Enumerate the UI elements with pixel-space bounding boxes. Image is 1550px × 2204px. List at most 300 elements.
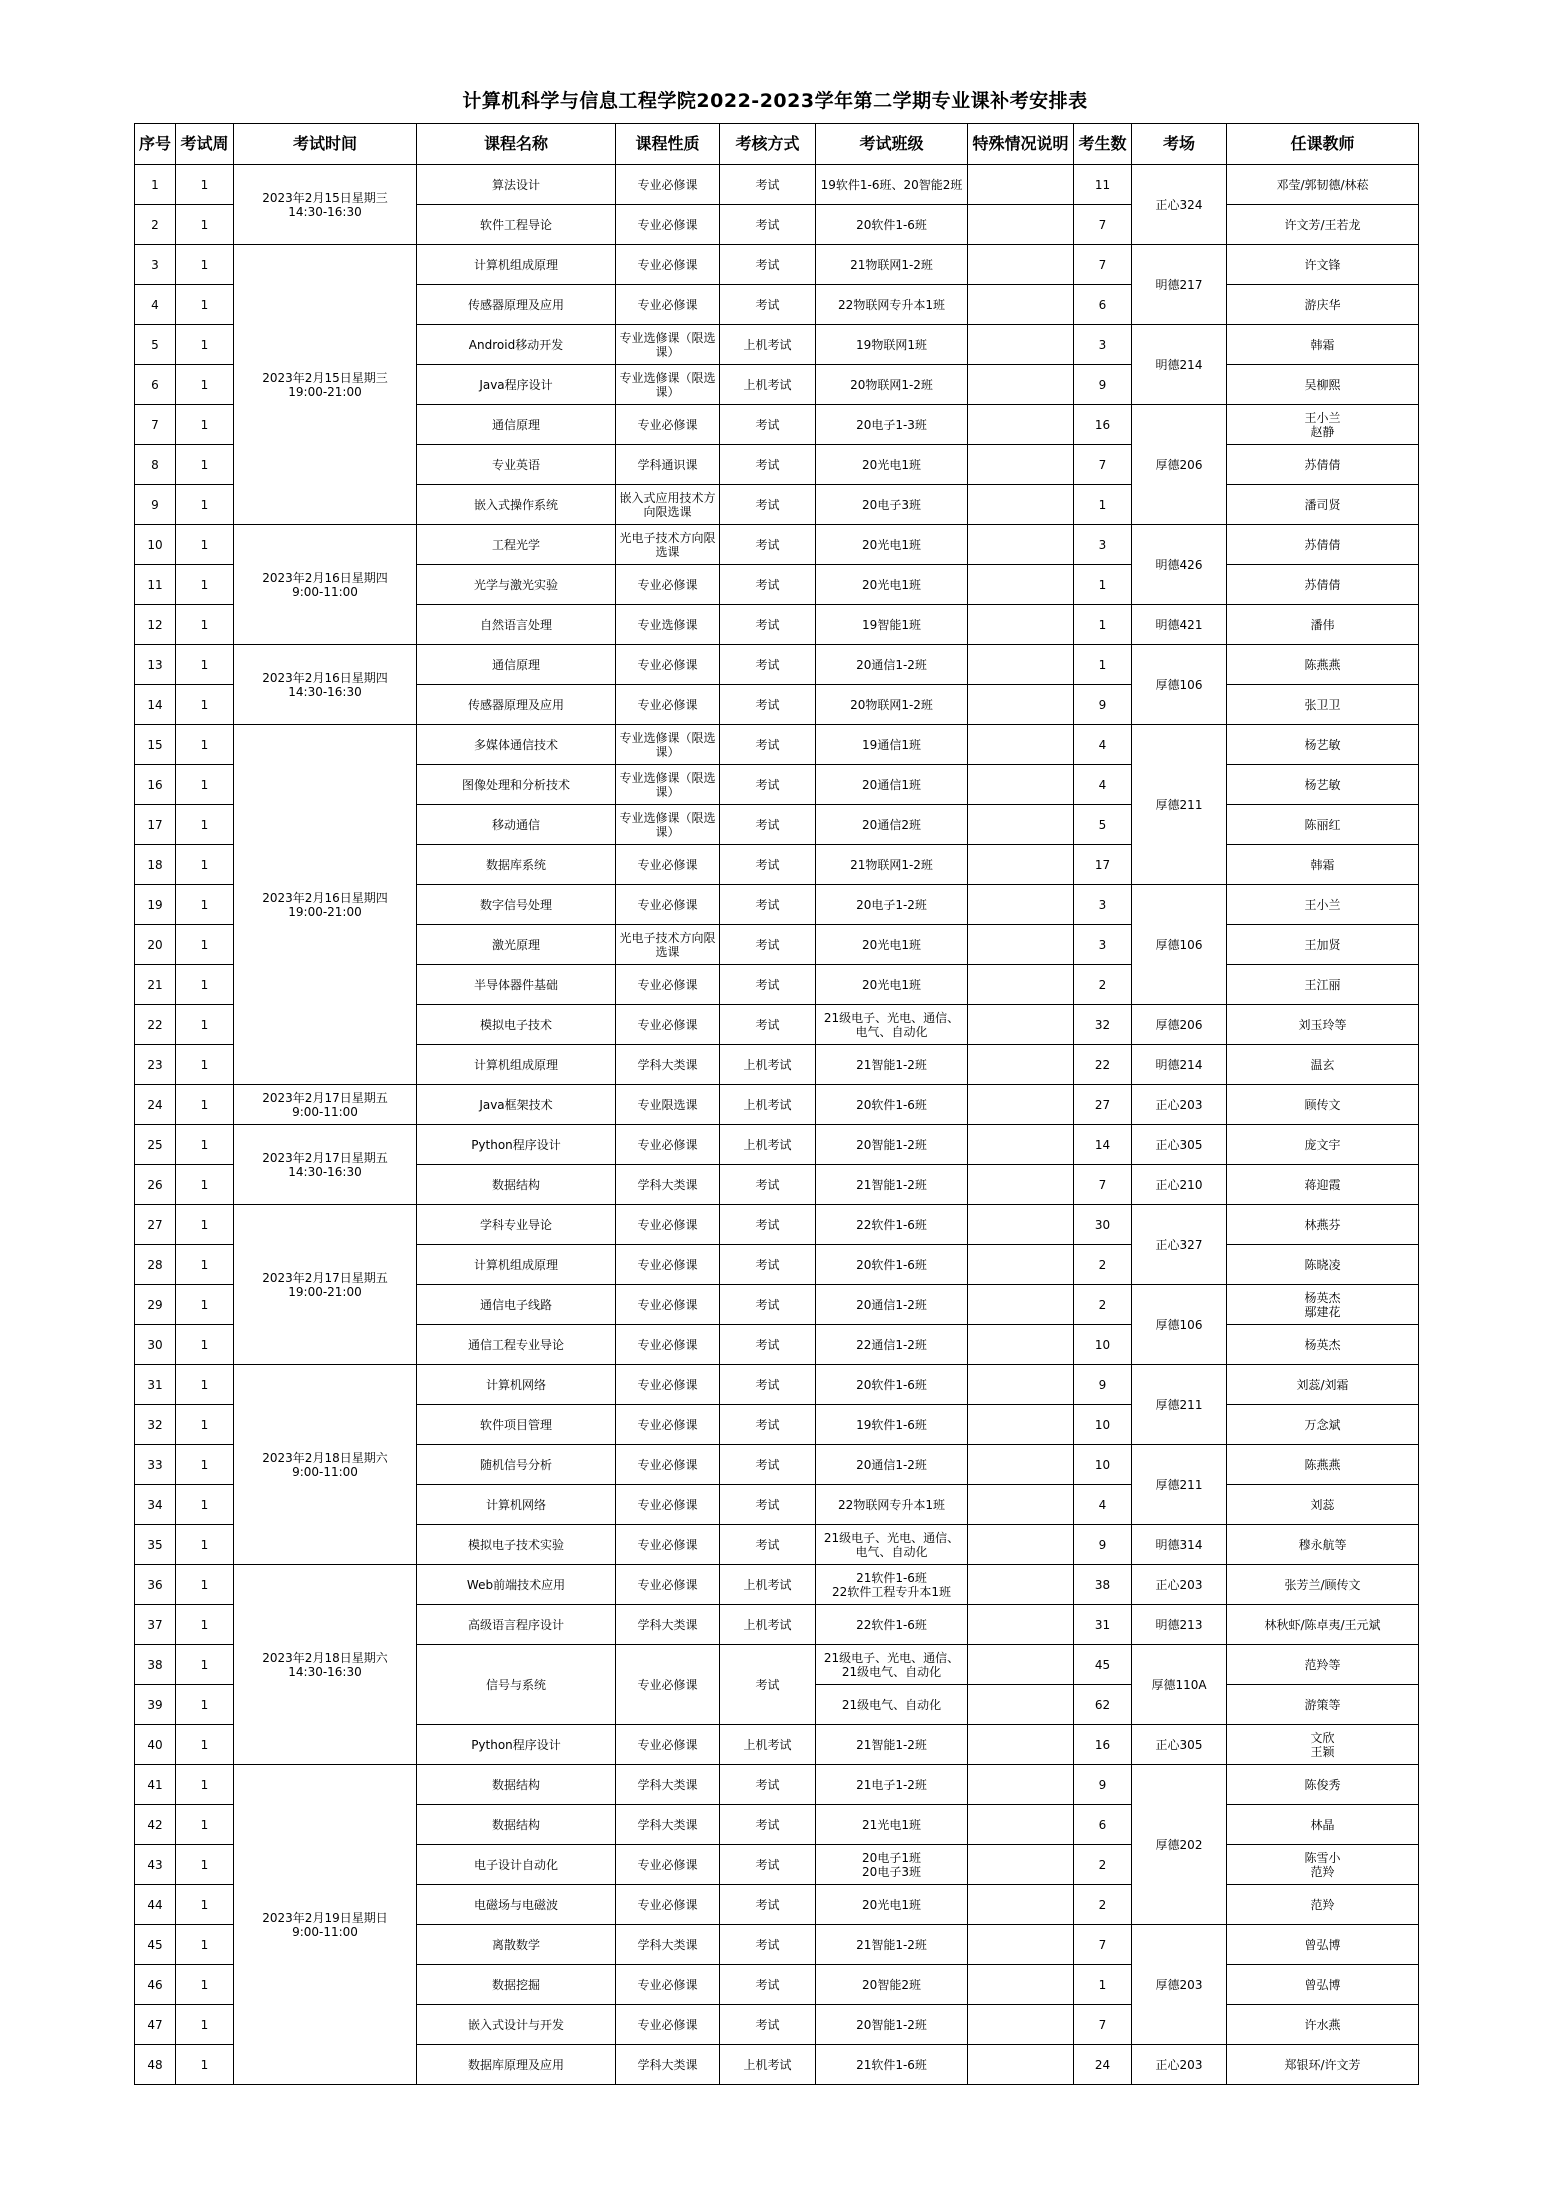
course-type-cell: 专业必修课 bbox=[616, 1005, 720, 1045]
special-notes-cell bbox=[968, 1525, 1074, 1565]
exam-schedule-table bbox=[134, 123, 1419, 2085]
teacher-cell: 杨英杰 bbox=[1227, 1325, 1419, 1365]
student-count-cell: 2 bbox=[1074, 1885, 1132, 1925]
index-cell: 22 bbox=[135, 1005, 176, 1045]
course-type-cell: 专业必修课 bbox=[616, 1125, 720, 1165]
teacher-cell: 曾弘博 bbox=[1227, 1965, 1419, 2005]
exam-class-cell: 22软件1-6班 bbox=[816, 1605, 968, 1645]
exam-class-cell: 21软件1-6班 22软件工程专升本1班 bbox=[816, 1565, 968, 1605]
assessment-cell: 考试 bbox=[720, 805, 816, 845]
index-cell: 17 bbox=[135, 805, 176, 845]
index-cell: 6 bbox=[135, 365, 176, 405]
index-cell: 41 bbox=[135, 1765, 176, 1805]
teacher-cell: 顾传文 bbox=[1227, 1085, 1419, 1125]
special-notes-cell bbox=[968, 1165, 1074, 1205]
index-cell: 37 bbox=[135, 1605, 176, 1645]
header-row bbox=[135, 124, 1419, 165]
special-notes-cell bbox=[968, 1005, 1074, 1045]
exam-week-cell: 1 bbox=[176, 1005, 234, 1045]
student-count-cell: 7 bbox=[1074, 2005, 1132, 2045]
exam-class-cell: 20通信1-2班 bbox=[816, 1285, 968, 1325]
student-count-cell: 16 bbox=[1074, 405, 1132, 445]
teacher-cell: 游庆华 bbox=[1227, 285, 1419, 325]
course-name-cell: 光学与激光实验 bbox=[417, 565, 616, 605]
exam-week-cell: 1 bbox=[176, 1805, 234, 1845]
index-cell: 31 bbox=[135, 1365, 176, 1405]
assessment-cell: 考试 bbox=[720, 1485, 816, 1525]
exam-week-cell: 1 bbox=[176, 245, 234, 285]
special-notes-cell bbox=[968, 525, 1074, 565]
special-notes-cell bbox=[968, 165, 1074, 205]
special-notes-cell bbox=[968, 1365, 1074, 1405]
assessment-cell: 考试 bbox=[720, 1245, 816, 1285]
exam-class-cell: 21级电子、光电、通信、电气、自动化 bbox=[816, 1525, 968, 1565]
special-notes-cell bbox=[968, 925, 1074, 965]
header-course-type: 课程性质 bbox=[616, 124, 720, 165]
course-name-cell: 计算机网络 bbox=[417, 1365, 616, 1405]
exam-class-cell: 20电子1-2班 bbox=[816, 885, 968, 925]
index-cell: 8 bbox=[135, 445, 176, 485]
course-type-cell: 专业选修课（限选课） bbox=[616, 325, 720, 365]
exam-week-cell: 1 bbox=[176, 925, 234, 965]
exam-week-cell: 1 bbox=[176, 485, 234, 525]
course-type-cell: 专业必修课 bbox=[616, 1205, 720, 1245]
assessment-cell: 考试 bbox=[720, 1845, 816, 1885]
exam-class-cell: 20光电1班 bbox=[816, 525, 968, 565]
exam-class-cell: 19通信1班 bbox=[816, 725, 968, 765]
exam-room-cell: 正心203 bbox=[1132, 2045, 1227, 2085]
course-type-cell: 专业选修课 bbox=[616, 605, 720, 645]
student-count-cell: 24 bbox=[1074, 2045, 1132, 2085]
teacher-cell: 陈晓凌 bbox=[1227, 1245, 1419, 1285]
course-name-cell: 数字信号处理 bbox=[417, 885, 616, 925]
course-type-cell: 专业必修课 bbox=[616, 1645, 720, 1725]
header-exam-week: 考试周 bbox=[176, 124, 234, 165]
student-count-cell: 3 bbox=[1074, 325, 1132, 365]
exam-week-cell: 1 bbox=[176, 1965, 234, 2005]
table-body bbox=[135, 165, 1419, 2085]
index-cell: 12 bbox=[135, 605, 176, 645]
index-cell: 48 bbox=[135, 2045, 176, 2085]
exam-class-cell: 20物联网1-2班 bbox=[816, 365, 968, 405]
course-type-cell: 专业选修课（限选课） bbox=[616, 725, 720, 765]
course-type-cell: 专业必修课 bbox=[616, 1885, 720, 1925]
student-count-cell: 1 bbox=[1074, 565, 1132, 605]
assessment-cell: 考试 bbox=[720, 965, 816, 1005]
student-count-cell: 7 bbox=[1074, 205, 1132, 245]
student-count-cell: 4 bbox=[1074, 1485, 1132, 1525]
course-name-cell: 信号与系统 bbox=[417, 1645, 616, 1725]
special-notes-cell bbox=[968, 285, 1074, 325]
exam-week-cell: 1 bbox=[176, 1925, 234, 1965]
teacher-cell: 游策等 bbox=[1227, 1685, 1419, 1725]
teacher-cell: 张芳兰/顾传文 bbox=[1227, 1565, 1419, 1605]
exam-class-cell: 22物联网专升本1班 bbox=[816, 1485, 968, 1525]
student-count-cell: 1 bbox=[1074, 605, 1132, 645]
student-count-cell: 1 bbox=[1074, 645, 1132, 685]
course-name-cell: 数据结构 bbox=[417, 1165, 616, 1205]
teacher-cell: 王小兰 bbox=[1227, 885, 1419, 925]
index-cell: 3 bbox=[135, 245, 176, 285]
exam-class-cell: 20电子1-3班 bbox=[816, 405, 968, 445]
course-type-cell: 专业必修课 bbox=[616, 845, 720, 885]
teacher-cell: 陈燕燕 bbox=[1227, 645, 1419, 685]
course-name-cell: 随机信号分析 bbox=[417, 1445, 616, 1485]
exam-class-cell: 20软件1-6班 bbox=[816, 205, 968, 245]
index-cell: 23 bbox=[135, 1045, 176, 1085]
exam-class-cell: 19智能1班 bbox=[816, 605, 968, 645]
assessment-cell: 考试 bbox=[720, 605, 816, 645]
teacher-cell: 潘伟 bbox=[1227, 605, 1419, 645]
exam-room-cell: 明德214 bbox=[1132, 1045, 1227, 1085]
exam-week-cell: 1 bbox=[176, 1565, 234, 1605]
header-exam-time: 考试时间 bbox=[234, 124, 417, 165]
course-name-cell: 半导体器件基础 bbox=[417, 965, 616, 1005]
assessment-cell: 考试 bbox=[720, 1365, 816, 1405]
teacher-cell: 文欣 王颖 bbox=[1227, 1725, 1419, 1765]
teacher-cell: 王加贤 bbox=[1227, 925, 1419, 965]
course-type-cell: 专业必修课 bbox=[616, 245, 720, 285]
exam-class-cell: 21电子1-2班 bbox=[816, 1765, 968, 1805]
assessment-cell: 考试 bbox=[720, 245, 816, 285]
assessment-cell: 考试 bbox=[720, 1285, 816, 1325]
assessment-cell: 上机考试 bbox=[720, 1085, 816, 1125]
course-type-cell: 专业必修课 bbox=[616, 405, 720, 445]
index-cell: 9 bbox=[135, 485, 176, 525]
index-cell: 16 bbox=[135, 765, 176, 805]
course-type-cell: 专业必修课 bbox=[616, 1845, 720, 1885]
course-type-cell: 专业必修课 bbox=[616, 1565, 720, 1605]
exam-room-cell: 厚德202 bbox=[1132, 1765, 1227, 1925]
course-type-cell: 专业必修课 bbox=[616, 165, 720, 205]
assessment-cell: 上机考试 bbox=[720, 2045, 816, 2085]
index-cell: 40 bbox=[135, 1725, 176, 1765]
exam-room-cell: 厚德206 bbox=[1132, 405, 1227, 525]
table-row bbox=[135, 1125, 1419, 1165]
table-row bbox=[135, 645, 1419, 685]
special-notes-cell bbox=[968, 965, 1074, 1005]
student-count-cell: 9 bbox=[1074, 1765, 1132, 1805]
teacher-cell: 曾弘博 bbox=[1227, 1925, 1419, 1965]
course-type-cell: 光电子技术方向限选课 bbox=[616, 525, 720, 565]
course-name-cell: 模拟电子技术 bbox=[417, 1005, 616, 1045]
special-notes-cell bbox=[968, 1485, 1074, 1525]
index-cell: 10 bbox=[135, 525, 176, 565]
course-name-cell: 传感器原理及应用 bbox=[417, 685, 616, 725]
special-notes-cell bbox=[968, 645, 1074, 685]
header-teacher: 任课教师 bbox=[1227, 124, 1419, 165]
teacher-cell: 王江丽 bbox=[1227, 965, 1419, 1005]
table-row bbox=[135, 245, 1419, 285]
teacher-cell: 杨英杰 鄢建花 bbox=[1227, 1285, 1419, 1325]
course-name-cell: 通信工程专业导论 bbox=[417, 1325, 616, 1365]
teacher-cell: 刘蕊/刘霜 bbox=[1227, 1365, 1419, 1405]
exam-week-cell: 1 bbox=[176, 805, 234, 845]
course-type-cell: 学科大类课 bbox=[616, 1605, 720, 1645]
student-count-cell: 7 bbox=[1074, 1165, 1132, 1205]
course-name-cell: Python程序设计 bbox=[417, 1725, 616, 1765]
special-notes-cell bbox=[968, 765, 1074, 805]
special-notes-cell bbox=[968, 1965, 1074, 2005]
table-row bbox=[135, 525, 1419, 565]
exam-class-cell: 21物联网1-2班 bbox=[816, 845, 968, 885]
exam-week-cell: 1 bbox=[176, 1205, 234, 1245]
student-count-cell: 7 bbox=[1074, 445, 1132, 485]
course-name-cell: 计算机组成原理 bbox=[417, 245, 616, 285]
course-type-cell: 专业必修课 bbox=[616, 1325, 720, 1365]
special-notes-cell bbox=[968, 605, 1074, 645]
assessment-cell: 考试 bbox=[720, 845, 816, 885]
header-course-name: 课程名称 bbox=[417, 124, 616, 165]
special-notes-cell bbox=[968, 805, 1074, 845]
student-count-cell: 22 bbox=[1074, 1045, 1132, 1085]
exam-class-cell: 20电子1班 20电子3班 bbox=[816, 1845, 968, 1885]
teacher-cell: 穆永航等 bbox=[1227, 1525, 1419, 1565]
special-notes-cell bbox=[968, 1645, 1074, 1685]
student-count-cell: 38 bbox=[1074, 1565, 1132, 1605]
exam-room-cell: 厚德211 bbox=[1132, 1365, 1227, 1445]
exam-class-cell: 20物联网1-2班 bbox=[816, 685, 968, 725]
course-type-cell: 专业必修课 bbox=[616, 885, 720, 925]
index-cell: 47 bbox=[135, 2005, 176, 2045]
special-notes-cell bbox=[968, 885, 1074, 925]
course-name-cell: 高级语言程序设计 bbox=[417, 1605, 616, 1645]
index-cell: 28 bbox=[135, 1245, 176, 1285]
exam-class-cell: 20软件1-6班 bbox=[816, 1085, 968, 1125]
teacher-cell: 潘司贤 bbox=[1227, 485, 1419, 525]
assessment-cell: 上机考试 bbox=[720, 1045, 816, 1085]
student-count-cell: 4 bbox=[1074, 725, 1132, 765]
index-cell: 19 bbox=[135, 885, 176, 925]
special-notes-cell bbox=[968, 1805, 1074, 1845]
special-notes-cell bbox=[968, 1205, 1074, 1245]
course-type-cell: 专业必修课 bbox=[616, 1965, 720, 2005]
exam-room-cell: 明德213 bbox=[1132, 1605, 1227, 1645]
teacher-cell: 邓莹/郭韧德/林菘 bbox=[1227, 165, 1419, 205]
exam-room-cell: 厚德110A bbox=[1132, 1645, 1227, 1725]
course-type-cell: 专业必修课 bbox=[616, 2005, 720, 2045]
special-notes-cell bbox=[968, 1405, 1074, 1445]
index-cell: 7 bbox=[135, 405, 176, 445]
exam-class-cell: 21级电子、光电、通信、21级电气、自动化 bbox=[816, 1645, 968, 1685]
course-name-cell: 通信原理 bbox=[417, 405, 616, 445]
student-count-cell: 1 bbox=[1074, 485, 1132, 525]
header-assessment: 考核方式 bbox=[720, 124, 816, 165]
assessment-cell: 上机考试 bbox=[720, 1125, 816, 1165]
assessment-cell: 考试 bbox=[720, 765, 816, 805]
assessment-cell: 上机考试 bbox=[720, 1565, 816, 1605]
exam-room-cell: 明德421 bbox=[1132, 605, 1227, 645]
assessment-cell: 考试 bbox=[720, 445, 816, 485]
course-name-cell: 数据挖掘 bbox=[417, 1965, 616, 2005]
exam-week-cell: 1 bbox=[176, 525, 234, 565]
course-name-cell: Python程序设计 bbox=[417, 1125, 616, 1165]
assessment-cell: 考试 bbox=[720, 1005, 816, 1045]
exam-week-cell: 1 bbox=[176, 645, 234, 685]
assessment-cell: 考试 bbox=[720, 565, 816, 605]
special-notes-cell bbox=[968, 445, 1074, 485]
course-type-cell: 学科大类课 bbox=[616, 1925, 720, 1965]
exam-class-cell: 20通信2班 bbox=[816, 805, 968, 845]
course-type-cell: 学科通识课 bbox=[616, 445, 720, 485]
course-name-cell: 移动通信 bbox=[417, 805, 616, 845]
index-cell: 30 bbox=[135, 1325, 176, 1365]
assessment-cell: 考试 bbox=[720, 485, 816, 525]
teacher-cell: 刘蕊 bbox=[1227, 1485, 1419, 1525]
index-cell: 5 bbox=[135, 325, 176, 365]
exam-time-cell: 2023年2月16日星期四 9:00-11:00 bbox=[234, 525, 417, 645]
student-count-cell: 10 bbox=[1074, 1325, 1132, 1365]
exam-class-cell: 21智能1-2班 bbox=[816, 1165, 968, 1205]
course-name-cell: Java框架技术 bbox=[417, 1085, 616, 1125]
course-type-cell: 学科大类课 bbox=[616, 1165, 720, 1205]
exam-class-cell: 20光电1班 bbox=[816, 925, 968, 965]
exam-class-cell: 20通信1-2班 bbox=[816, 645, 968, 685]
exam-room-cell: 厚德203 bbox=[1132, 1925, 1227, 2045]
exam-room-cell: 正心305 bbox=[1132, 1125, 1227, 1165]
index-cell: 25 bbox=[135, 1125, 176, 1165]
special-notes-cell bbox=[968, 205, 1074, 245]
assessment-cell: 考试 bbox=[720, 405, 816, 445]
student-count-cell: 7 bbox=[1074, 245, 1132, 285]
teacher-cell: 苏倩倩 bbox=[1227, 565, 1419, 605]
index-cell: 27 bbox=[135, 1205, 176, 1245]
index-cell: 2 bbox=[135, 205, 176, 245]
exam-week-cell: 1 bbox=[176, 365, 234, 405]
assessment-cell: 考试 bbox=[720, 1445, 816, 1485]
teacher-cell: 韩霜 bbox=[1227, 845, 1419, 885]
teacher-cell: 温玄 bbox=[1227, 1045, 1419, 1085]
exam-class-cell: 21智能1-2班 bbox=[816, 1045, 968, 1085]
exam-class-cell: 21智能1-2班 bbox=[816, 1725, 968, 1765]
table-row bbox=[135, 1085, 1419, 1125]
assessment-cell: 上机考试 bbox=[720, 1605, 816, 1645]
course-name-cell: 计算机网络 bbox=[417, 1485, 616, 1525]
student-count-cell: 2 bbox=[1074, 1285, 1132, 1325]
index-cell: 26 bbox=[135, 1165, 176, 1205]
special-notes-cell bbox=[968, 1085, 1074, 1125]
index-cell: 20 bbox=[135, 925, 176, 965]
exam-class-cell: 20软件1-6班 bbox=[816, 1365, 968, 1405]
student-count-cell: 3 bbox=[1074, 925, 1132, 965]
exam-week-cell: 1 bbox=[176, 1605, 234, 1645]
index-cell: 1 bbox=[135, 165, 176, 205]
exam-room-cell: 厚德106 bbox=[1132, 885, 1227, 1005]
course-type-cell: 专业必修课 bbox=[616, 1445, 720, 1485]
course-type-cell: 专业选修课（限选课） bbox=[616, 765, 720, 805]
student-count-cell: 16 bbox=[1074, 1725, 1132, 1765]
exam-week-cell: 1 bbox=[176, 2045, 234, 2085]
special-notes-cell bbox=[968, 365, 1074, 405]
exam-week-cell: 1 bbox=[176, 1885, 234, 1925]
assessment-cell: 考试 bbox=[720, 1765, 816, 1805]
student-count-cell: 14 bbox=[1074, 1125, 1132, 1165]
exam-week-cell: 1 bbox=[176, 285, 234, 325]
course-name-cell: 通信电子线路 bbox=[417, 1285, 616, 1325]
exam-week-cell: 1 bbox=[176, 1765, 234, 1805]
course-name-cell: 离散数学 bbox=[417, 1925, 616, 1965]
exam-class-cell: 20电子3班 bbox=[816, 485, 968, 525]
student-count-cell: 9 bbox=[1074, 365, 1132, 405]
exam-week-cell: 1 bbox=[176, 725, 234, 765]
student-count-cell: 9 bbox=[1074, 1365, 1132, 1405]
course-name-cell: Java程序设计 bbox=[417, 365, 616, 405]
exam-room-cell: 厚德211 bbox=[1132, 1445, 1227, 1525]
course-name-cell: 自然语言处理 bbox=[417, 605, 616, 645]
teacher-cell: 陈燕燕 bbox=[1227, 1445, 1419, 1485]
course-type-cell: 光电子技术方向限选课 bbox=[616, 925, 720, 965]
assessment-cell: 考试 bbox=[720, 725, 816, 765]
exam-class-cell: 20光电1班 bbox=[816, 565, 968, 605]
exam-week-cell: 1 bbox=[176, 965, 234, 1005]
course-type-cell: 专业选修课（限选课） bbox=[616, 365, 720, 405]
assessment-cell: 考试 bbox=[720, 205, 816, 245]
header-index: 序号 bbox=[135, 124, 176, 165]
special-notes-cell bbox=[968, 1925, 1074, 1965]
exam-room-cell: 正心203 bbox=[1132, 1565, 1227, 1605]
course-name-cell: 软件工程导论 bbox=[417, 205, 616, 245]
student-count-cell: 5 bbox=[1074, 805, 1132, 845]
course-name-cell: 数据结构 bbox=[417, 1765, 616, 1805]
teacher-cell: 张卫卫 bbox=[1227, 685, 1419, 725]
course-name-cell: 激光原理 bbox=[417, 925, 616, 965]
exam-week-cell: 1 bbox=[176, 565, 234, 605]
course-name-cell: Android移动开发 bbox=[417, 325, 616, 365]
teacher-cell: 范羚 bbox=[1227, 1885, 1419, 1925]
index-cell: 4 bbox=[135, 285, 176, 325]
exam-room-cell: 厚德206 bbox=[1132, 1005, 1227, 1045]
teacher-cell: 许水燕 bbox=[1227, 2005, 1419, 2045]
course-type-cell: 专业必修课 bbox=[616, 965, 720, 1005]
course-name-cell: 通信原理 bbox=[417, 645, 616, 685]
teacher-cell: 许文芳/王若龙 bbox=[1227, 205, 1419, 245]
student-count-cell: 2 bbox=[1074, 1845, 1132, 1885]
assessment-cell: 考试 bbox=[720, 685, 816, 725]
exam-class-cell: 21软件1-6班 bbox=[816, 2045, 968, 2085]
assessment-cell: 考试 bbox=[720, 1645, 816, 1725]
assessment-cell: 考试 bbox=[720, 885, 816, 925]
exam-class-cell: 20智能1-2班 bbox=[816, 1125, 968, 1165]
exam-class-cell: 21智能1-2班 bbox=[816, 1925, 968, 1965]
exam-week-cell: 1 bbox=[176, 1245, 234, 1285]
index-cell: 42 bbox=[135, 1805, 176, 1845]
course-name-cell: 专业英语 bbox=[417, 445, 616, 485]
assessment-cell: 考试 bbox=[720, 1165, 816, 1205]
student-count-cell: 32 bbox=[1074, 1005, 1132, 1045]
index-cell: 14 bbox=[135, 685, 176, 725]
course-type-cell: 专业限选课 bbox=[616, 1085, 720, 1125]
special-notes-cell bbox=[968, 1565, 1074, 1605]
teacher-cell: 陈丽红 bbox=[1227, 805, 1419, 845]
course-name-cell: 数据库原理及应用 bbox=[417, 2045, 616, 2085]
teacher-cell: 苏倩倩 bbox=[1227, 525, 1419, 565]
special-notes-cell bbox=[968, 1725, 1074, 1765]
special-notes-cell bbox=[968, 1765, 1074, 1805]
index-cell: 33 bbox=[135, 1445, 176, 1485]
exam-class-cell: 22通信1-2班 bbox=[816, 1325, 968, 1365]
index-cell: 35 bbox=[135, 1525, 176, 1565]
course-name-cell: 软件项目管理 bbox=[417, 1405, 616, 1445]
special-notes-cell bbox=[968, 1445, 1074, 1485]
index-cell: 46 bbox=[135, 1965, 176, 2005]
exam-time-cell: 2023年2月19日星期日 9:00-11:00 bbox=[234, 1765, 417, 2085]
teacher-cell: 林秋虾/陈卓夷/王元斌 bbox=[1227, 1605, 1419, 1645]
course-name-cell: 传感器原理及应用 bbox=[417, 285, 616, 325]
exam-week-cell: 1 bbox=[176, 1445, 234, 1485]
course-name-cell: 模拟电子技术实验 bbox=[417, 1525, 616, 1565]
special-notes-cell bbox=[968, 1885, 1074, 1925]
header-special-notes: 特殊情况说明 bbox=[968, 124, 1074, 165]
